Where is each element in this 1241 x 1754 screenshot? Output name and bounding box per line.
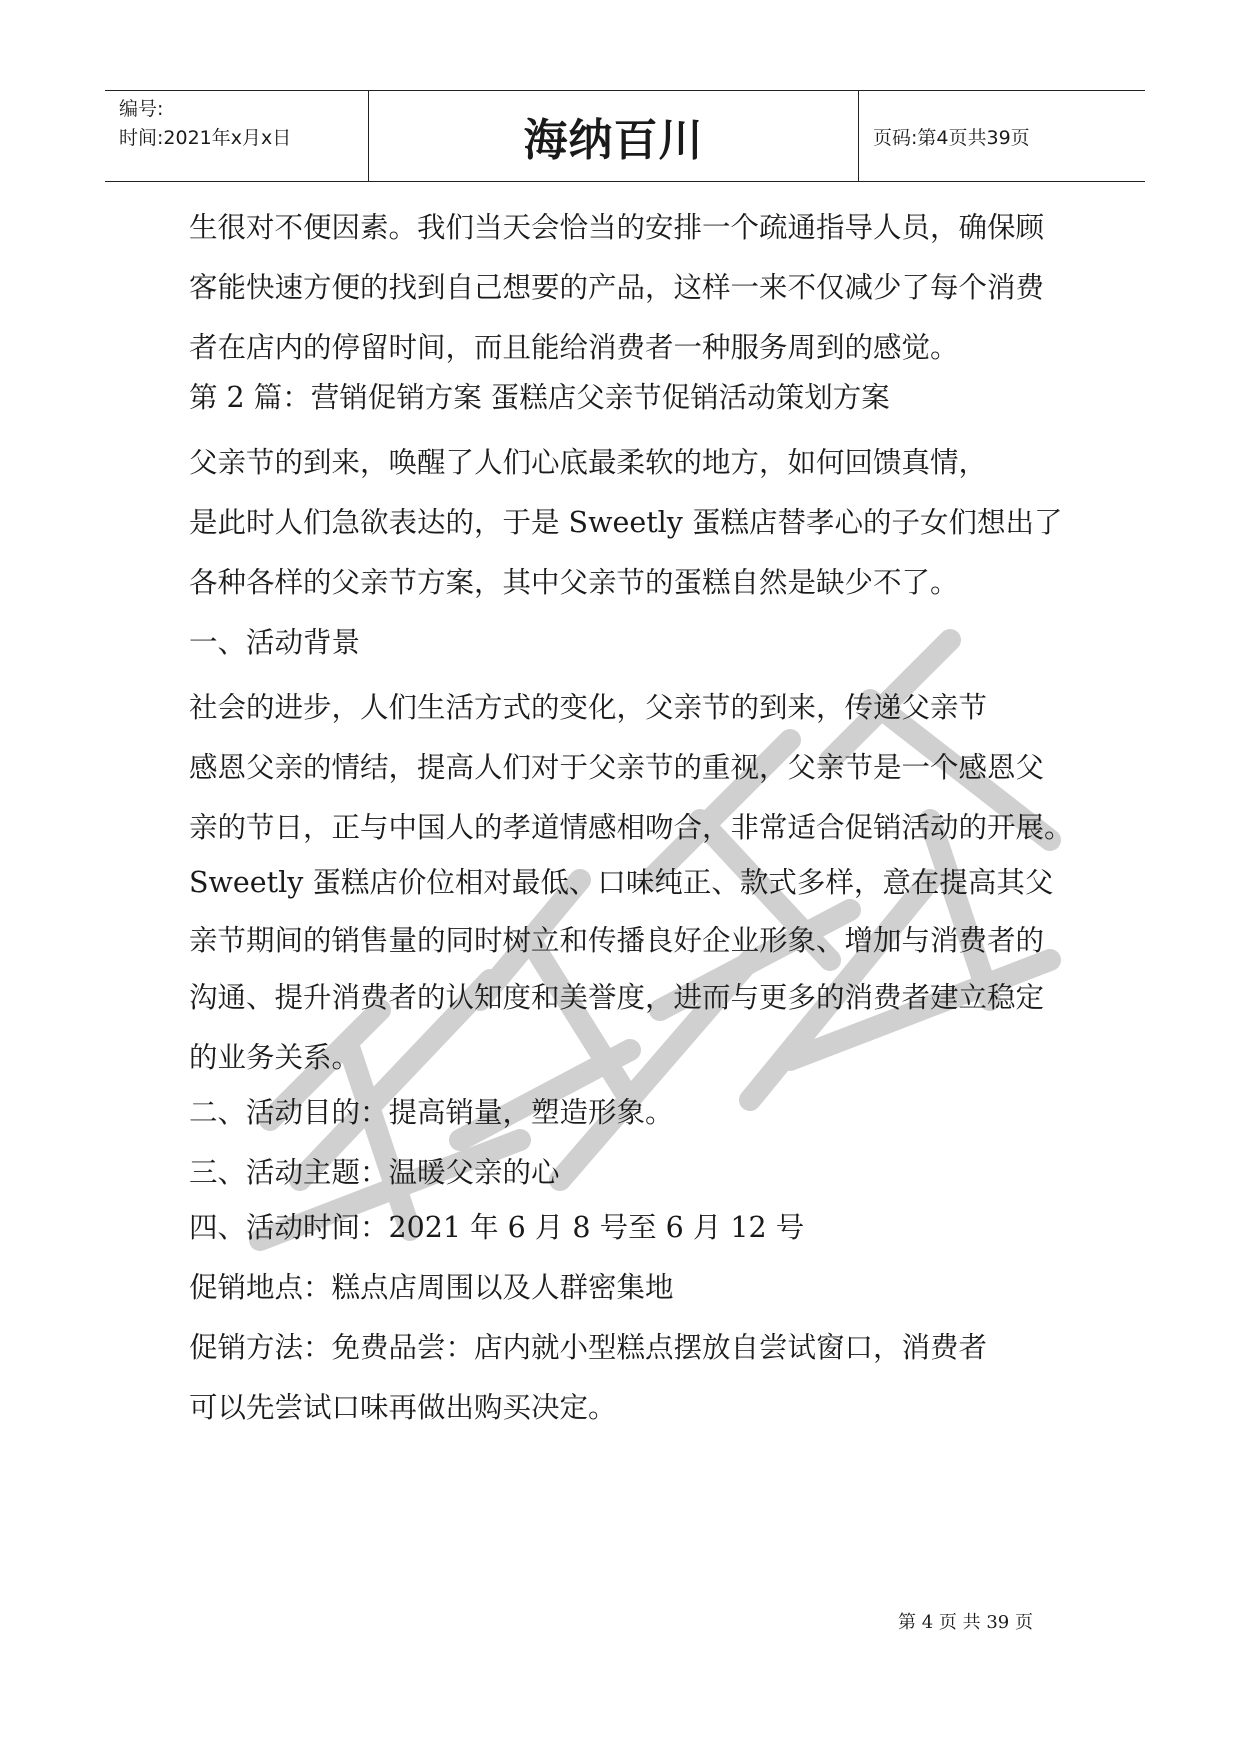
watermark-stroke (530, 940, 630, 1100)
body-line: 沟通、提升消费者的认知度和美誉度，进而与更多的消费者建立稳定 (189, 981, 1045, 1014)
body-line: 各种各样的父亲节方案，其中父亲节的蛋糕自然是缺少不了。 (189, 566, 959, 599)
body-line: 可以先尝试口味再做出购买决定。 (189, 1391, 617, 1424)
body-line: 社会的进步，人们生活方式的变化，父亲节的到来，传递父亲节 (189, 691, 988, 724)
body-line: 四、活动时间：2021 年 6 月 8 号至 6 月 12 号 (189, 1211, 805, 1244)
body-line: 是此时人们急欲表达的，于是 Sweetly 蛋糕店替孝心的子女们想出了 (189, 506, 1063, 539)
body-line: 促销地点：糕点店周围以及人群密集地 (189, 1271, 674, 1304)
header-brand-cell (369, 91, 859, 181)
body-line: 第 2 篇：营销促销方案 蛋糕店父亲节促销活动策划方案 (189, 381, 890, 414)
header-meta (105, 91, 369, 181)
body-line: Sweetly 蛋糕店价位相对最低、口味纯正、款式多样，意在提高其父 (189, 866, 1054, 899)
body-line: 的业务关系。 (189, 1041, 361, 1074)
body-line: 父亲节的到来，唤醒了人们心底最柔软的地方，如何回馈真情， (189, 446, 988, 479)
body-line: 亲的节日，正与中国人的孝道情感相吻合，非常适合促销活动的开展。 (189, 811, 1073, 844)
document-header (105, 90, 1145, 182)
body-line: 客能快速方便的找到自己想要的产品，这样一来不仅减少了每个消费 (189, 271, 1045, 304)
body-line: 三、活动主题：温暖父亲的心 (189, 1156, 560, 1189)
body-line: 生很对不便因素。我们当天会恰当的安排一个疏通指导人员，确保顾 (189, 211, 1045, 244)
page-footer: 第 4 页 共 39 页 (898, 1612, 1033, 1633)
body-line: 促销方法：免费品尝：店内就小型糕点摆放自尝试窗口，消费者 (189, 1331, 988, 1364)
body-line: 亲节期间的销售量的同时树立和传播良好企业形象、增加与消费者的 (189, 924, 1045, 957)
body-line: 感恩父亲的情结，提高人们对于父亲节的重视，父亲节是一个感恩父 (189, 751, 1045, 784)
body-line: 者在店内的停留时间，而且能给消费者一种服务周到的感觉。 (189, 331, 959, 364)
header-time-label: 时间:2021年x月x日 (119, 127, 292, 149)
header-page-label: 页码:第4页共39页 (873, 126, 1030, 149)
header-page-cell (859, 91, 1145, 181)
header-number-label: 编号: (119, 98, 164, 120)
body-line: 一、活动背景 (189, 626, 361, 659)
body-line: 二、活动目的：提高销量，塑造形象。 (189, 1096, 674, 1129)
header-brand: 海纳百川 (523, 115, 704, 166)
